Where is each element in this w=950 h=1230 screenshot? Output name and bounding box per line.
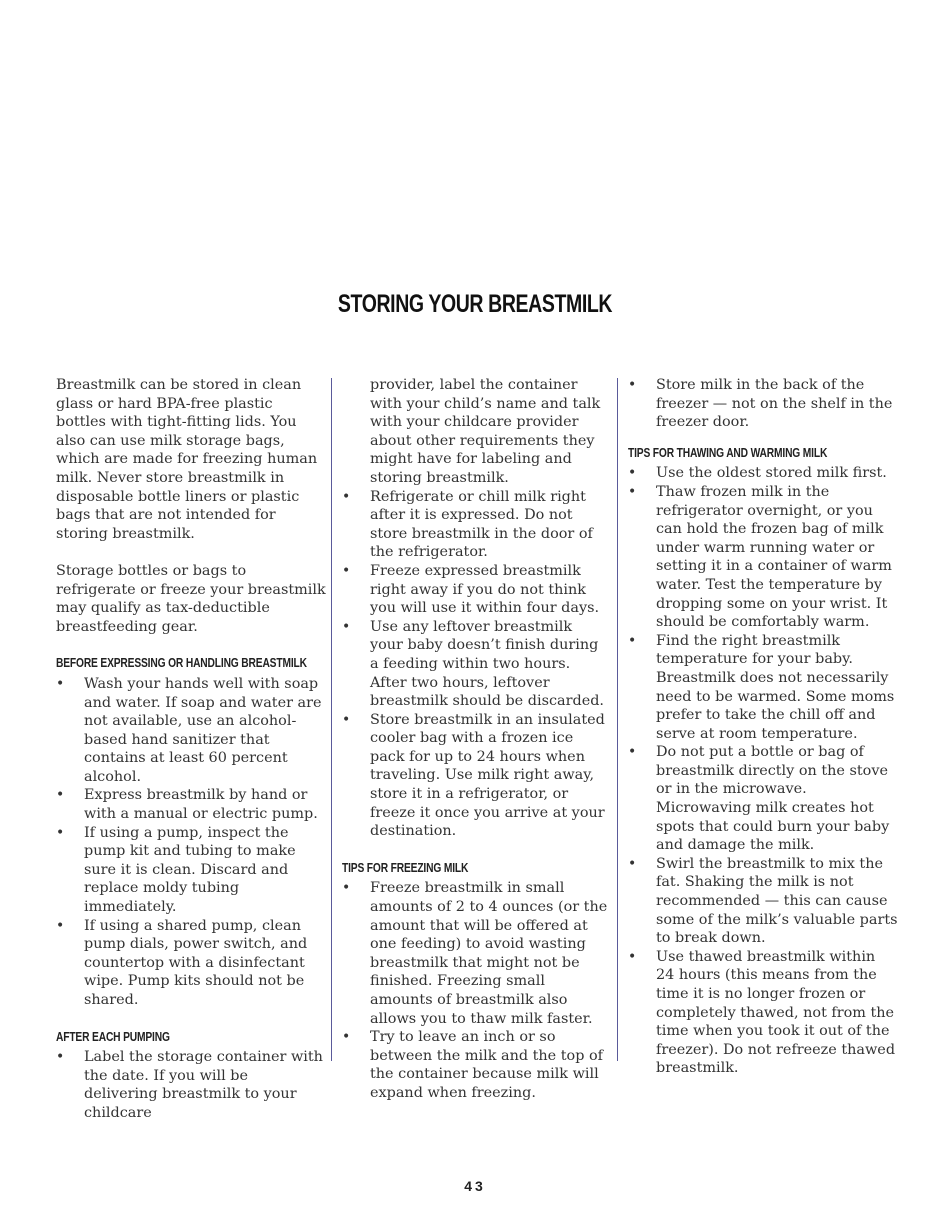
intro-paragraph: Breastmilk can be stored in clean glass or hard BPA-free plastic bottles with tight-fitting lids. You also can use milk storage bags, which are made for freezing human milk. Never store breastmilk in disposable bottle liners or plastic bags that are not intended for storing breastmilk. xyxy=(56,377,318,542)
list-item: • Freeze expressed breastmilk right away if you do not think you will use it within four days. xyxy=(342,562,608,618)
list-item: • Express breastmilk by hand or with a manual or electric pump. xyxy=(56,786,326,823)
page-title: STORING YOUR BREASTMILK xyxy=(337,290,613,318)
column-divider xyxy=(331,378,332,1061)
list-item: • Use any leftover breastmilk your baby doesn’t finish during a feeding within two hours. After two hours, leftover breastmilk should be discarded. xyxy=(342,618,608,711)
after-pumping-list xyxy=(56,1048,326,1122)
list-item: • Use the oldest stored milk first. xyxy=(628,464,898,483)
column-1 xyxy=(56,376,326,1123)
section-heading-thawing: TIPS FOR THAWING AND WARMING MILK xyxy=(628,445,828,460)
page-number: 43 xyxy=(464,1178,486,1194)
column-2 xyxy=(342,376,608,1103)
list-item: • Try to leave an inch or so between the milk and the top of the container because milk will expand when freezing. xyxy=(342,1028,608,1102)
list-item: • Thaw frozen milk in the refrigerator overnight, or you can hold the frozen bag of milk under warm running water or setting it in a container of warm water. Test the temperature by dropping some on your wrist. It should be comfortably warm. xyxy=(628,483,898,632)
section-heading-freezing: TIPS FOR FREEZING MILK xyxy=(342,860,469,875)
freezing-list-continued xyxy=(628,376,898,432)
list-item: • Label the storage container with the date. If you will be delivering breastmilk to your childcare xyxy=(56,1048,326,1122)
list-item: • Freeze breastmilk in small amounts of 2 to 4 ounces (or the amount that will be offered at one feeding) to avoid wasting breastmilk that might not be finished. Freezing small amounts of breastmilk also allows you to thaw milk faster. xyxy=(342,879,608,1028)
intro-paragraph: Storage bottles or bags to refrigerate or freeze your breastmilk may qualify as tax-deductible breastfeeding gear. xyxy=(56,562,326,635)
list-item: • Store breastmilk in an insulated cooler bag with a frozen ice pack for up to 24 hours when traveling. Use milk right away, store it in a refrigerator, or freeze it once you arrive at your destination. xyxy=(342,711,608,841)
list-item: • If using a shared pump, clean pump dials, power switch, and countertop with a disinfectant wipe. Pump kits should not be shared. xyxy=(56,917,326,1010)
section-heading-after-pumping: AFTER EACH PUMPING xyxy=(56,1029,170,1044)
list-item: • Do not put a bottle or bag of breastmilk directly on the stove or in the microwave. Microwaving milk creates hot spots that could burn your baby and damage the milk. xyxy=(628,743,898,855)
column-divider xyxy=(617,378,618,1061)
freezing-list xyxy=(342,879,608,1102)
before-expressing-list xyxy=(56,675,326,1010)
column-3 xyxy=(628,376,898,1078)
list-item: • Store milk in the back of the freezer — not on the shelf in the freezer door. xyxy=(628,376,898,432)
list-item-continued: provider, label the container with your child’s name and talk with your childcare provider about other requirements they might have for labeling and storing breastmilk. xyxy=(370,377,601,486)
list-item: • Find the right breastmilk temperature for your baby. Breastmilk does not necessarily need to be warmed. Some moms prefer to take the chill off and serve at room temperature. xyxy=(628,632,898,744)
list-item: • Swirl the breastmilk to mix the fat. Shaking the milk is not recommended — this can cause some of the milk’s valuable parts to break down. xyxy=(628,855,898,948)
list-item: • If using a pump, inspect the pump kit and tubing to make sure it is clean. Discard and replace moldy tubing immediately. xyxy=(56,824,326,917)
section-heading-before-expressing: BEFORE EXPRESSING OR HANDLING BREASTMILK xyxy=(56,656,307,671)
thawing-list xyxy=(628,464,898,1078)
list-item: • Refrigerate or chill milk right after it is expressed. Do not store breastmilk in the door of the refrigerator. xyxy=(342,488,608,562)
list-item: • Use thawed breastmilk within 24 hours (this means from the time it is no longer frozen or completely thawed, not from the time when you took it out of the freezer). Do not refreeze thawed breastmilk. xyxy=(628,948,898,1078)
list-item: • Wash your hands well with soap and water. If soap and water are not available, use an alcohol-based hand sanitizer that contains at least 60 percent alcohol. xyxy=(56,675,326,787)
after-pumping-list-continued xyxy=(342,376,608,841)
